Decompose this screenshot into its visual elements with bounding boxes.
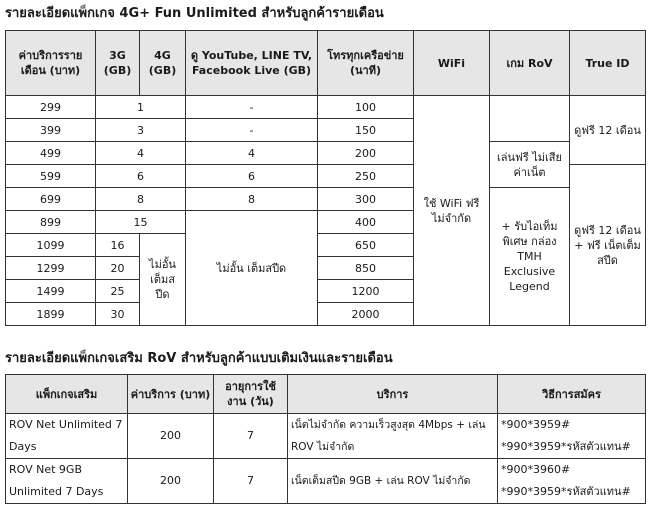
cell-method [498, 414, 646, 459]
cell-price: 1099 [6, 234, 96, 257]
table2-title: รายละเอียดแพ็กเกจเสริม RoV สำหรับลูกค้าแบบเติมเงินและรายเดือน [5, 351, 393, 366]
cell-price: 899 [6, 211, 96, 234]
cell-data: 4 [96, 142, 186, 165]
cell-days: 7 [214, 459, 288, 504]
cell-data: 3 [96, 119, 186, 142]
cell-3g: 20 [96, 257, 140, 280]
table-header-row [6, 375, 646, 414]
table-row [6, 459, 646, 504]
header-3g: 3G (GB) [96, 31, 140, 96]
table-row [6, 96, 646, 119]
header-youtube: ดู YouTube, LINE TV, Facebook Live (GB) [186, 31, 318, 96]
header-trueid: True ID [570, 31, 646, 96]
cell-calls: 850 [318, 257, 414, 280]
table1-title: รายละเอียดแพ็กเกจ 4G+ Fun Unlimited สำหรับลูกค้ารายเดือน [5, 6, 384, 21]
cell-youtube: 4 [186, 142, 318, 165]
cell-price: 299 [6, 96, 96, 119]
cell-calls: 400 [318, 211, 414, 234]
cell-3g: 25 [96, 280, 140, 303]
cell-wifi: ใช้ WiFi ฟรี ไม่จำกัด [414, 96, 490, 326]
ussd-code: *990*3959*รหัสตัวแทน# [501, 440, 631, 453]
cell-price: 699 [6, 188, 96, 211]
cell-youtube-unlimited: ไม่อั้น เต็มสปีด [186, 211, 318, 326]
cell-data: 1 [96, 96, 186, 119]
package-table [5, 30, 646, 326]
cell-calls: 100 [318, 96, 414, 119]
cell-youtube: - [186, 96, 318, 119]
cell-data: 6 [96, 165, 186, 188]
cell-youtube: - [186, 119, 318, 142]
cell-trueid-b: ดูฟรี 12 เดือน + ฟรี เน็ตเต็มสปีด [570, 165, 646, 326]
cell-days: 7 [214, 414, 288, 459]
header-4g: 4G (GB) [140, 31, 186, 96]
header-service: บริการ [288, 375, 498, 414]
table-row [6, 414, 646, 459]
cell-data: 8 [96, 188, 186, 211]
cell-price: 200 [128, 414, 214, 459]
rov-addon-table [5, 374, 646, 504]
cell-calls: 1200 [318, 280, 414, 303]
cell-price: 1899 [6, 303, 96, 326]
header-calls: โทรทุกเครือข่าย (นาที) [318, 31, 414, 96]
cell-youtube: 6 [186, 165, 318, 188]
cell-service: เน็ตเต็มสปีด 9GB + เล่น ROV ไม่จำกัด [288, 459, 498, 504]
ussd-code: *900*3960# [501, 463, 571, 476]
ussd-code: *990*3959*รหัสตัวแทน# [501, 485, 631, 498]
cell-service: เน็ตไม่จำกัด ความเร็วสูงสุด 4Mbps + เล่น ROV ไม่จำกัด [288, 414, 498, 459]
table-row [6, 142, 646, 165]
cell-trueid-a: ดูฟรี 12 เดือน [570, 96, 646, 165]
cell-price: 1499 [6, 280, 96, 303]
cell-price: 399 [6, 119, 96, 142]
cell-3g: 16 [96, 234, 140, 257]
cell-rov-a: เล่นฟรี ไม่เสีย ค่าเน็ต [490, 142, 570, 188]
header-rov: เกม RoV [490, 31, 570, 96]
cell-blank [490, 96, 570, 142]
cell-calls: 300 [318, 188, 414, 211]
cell-method [498, 459, 646, 504]
cell-4g-unlimited: ไม่อั้น เต็มส ปีด [140, 234, 186, 326]
header-price: ค่าบริการราย เดือน (บาท) [6, 31, 96, 96]
header-wifi: WiFi [414, 31, 490, 96]
header-package: แพ็กเกจเสริม [6, 375, 128, 414]
cell-calls: 200 [318, 142, 414, 165]
header-price: ค่าบริการ (บาท) [128, 375, 214, 414]
cell-calls: 150 [318, 119, 414, 142]
header-method: วิธีการสมัคร [498, 375, 646, 414]
cell-3g: 30 [96, 303, 140, 326]
header-days: อายุการใช้ งาน (วัน) [214, 375, 288, 414]
ussd-code: *900*3959# [501, 418, 571, 431]
cell-package: ROV Net Unlimited 7 Days [6, 414, 128, 459]
table-row [6, 188, 646, 211]
cell-data: 15 [96, 211, 186, 234]
cell-calls: 250 [318, 165, 414, 188]
cell-youtube: 8 [186, 188, 318, 211]
cell-price: 499 [6, 142, 96, 165]
cell-price: 599 [6, 165, 96, 188]
cell-price: 1299 [6, 257, 96, 280]
cell-rov-b: + รับไอเท็ม พิเศษ กล่อง TMH Exclusive Legend [490, 188, 570, 326]
cell-price: 200 [128, 459, 214, 504]
cell-package: ROV Net 9GB Unlimited 7 Days [6, 459, 128, 504]
cell-calls: 2000 [318, 303, 414, 326]
cell-calls: 650 [318, 234, 414, 257]
table-header-row [6, 31, 646, 96]
